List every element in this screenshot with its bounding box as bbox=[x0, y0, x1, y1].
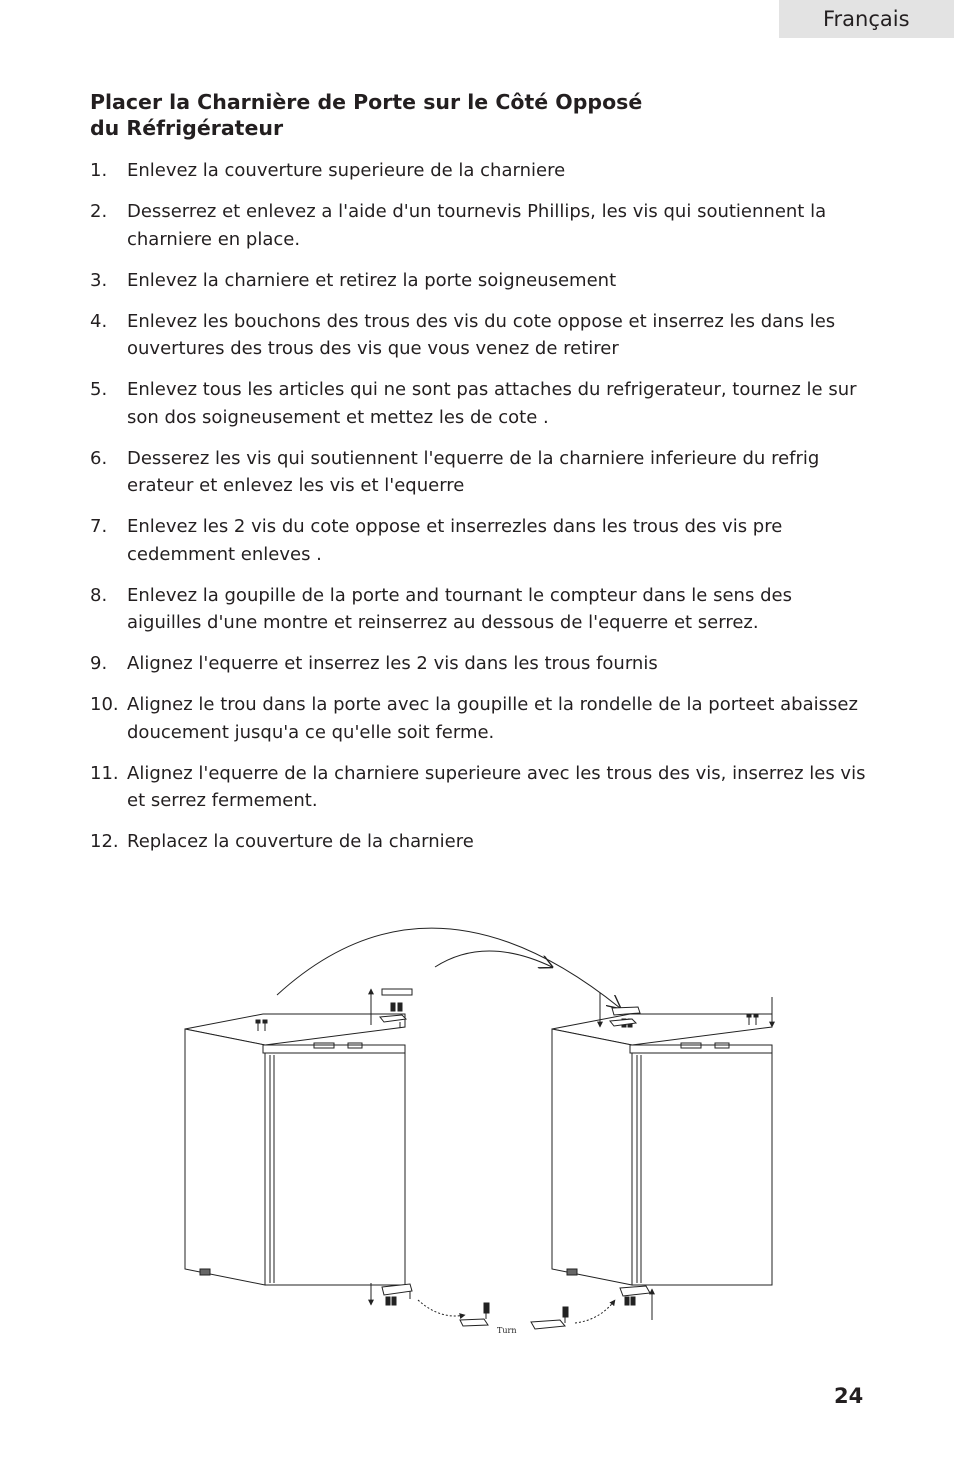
curved-arrow-right bbox=[575, 1300, 615, 1323]
fridge-right bbox=[552, 1014, 772, 1285]
transfer-arc-arrow bbox=[277, 928, 620, 1008]
step-number: 11. bbox=[90, 762, 119, 784]
step-text: Enlevez les bouchons des trous des vis du cote oppose et inserrez les dans les ouvertures des trous des vis que vous venez de retirer bbox=[127, 310, 836, 359]
step-10 bbox=[90, 691, 870, 746]
step-11 bbox=[90, 760, 870, 815]
step-text: Enlevez la couverture superieure de la charniere bbox=[127, 160, 566, 181]
step-number: 2. bbox=[90, 201, 108, 222]
turn-pin-left bbox=[460, 1303, 489, 1326]
step-9 bbox=[90, 650, 870, 678]
step-6 bbox=[90, 445, 870, 500]
turn-label: Turn bbox=[497, 1326, 517, 1335]
instruction-steps bbox=[90, 157, 870, 869]
section-heading bbox=[90, 89, 790, 141]
turn-pin-right bbox=[531, 1307, 568, 1329]
section-title-line2: du Réfrigérateur bbox=[90, 116, 284, 140]
step-5 bbox=[90, 376, 870, 431]
step-text: Enlevez tous les articles qui ne sont pas attaches du refrigerateur, tournez le sur son dos soigneusement et mettez les de cote . bbox=[127, 379, 857, 428]
step-3 bbox=[90, 267, 870, 295]
step-text: Alignez l'equerre de la charniere superieure avec les trous des vis, inserrez les vis et serrez fermement. bbox=[127, 762, 866, 811]
fridge-left bbox=[185, 1014, 405, 1285]
step-text: Enlevez les 2 vis du cote oppose et inserrezles dans les trous des vis pre cedemment enleves . bbox=[127, 516, 783, 565]
step-text: Desserez les vis qui soutiennent l'equerre de la charniere inferieure du refrig erateur et enlevez les vis et l'equerre bbox=[127, 447, 820, 496]
curved-arrow-left bbox=[418, 1300, 465, 1316]
step-text: Desserrez et enlevez a l'aide d'un tournevis Phillips, les vis qui soutiennent la charniere en place. bbox=[127, 201, 827, 250]
step-text: Enlevez la goupille de la porte and tournant le compteur dans le sens des aiguilles d'une montre et reinserrez au dessous de l'equerre et serrez. bbox=[127, 584, 792, 633]
step-text: Enlevez la charniere et retirez la porte soigneusement bbox=[127, 269, 617, 291]
step-4 bbox=[90, 308, 870, 363]
step-number: 9. bbox=[90, 653, 108, 674]
language-tab: Français bbox=[779, 0, 954, 38]
step-number: 6. bbox=[90, 447, 108, 469]
step-number: 5. bbox=[90, 379, 108, 400]
step-number: 3. bbox=[90, 269, 108, 291]
hinge-parts-right-bottom bbox=[620, 1286, 652, 1320]
page-number: 24 bbox=[834, 1384, 864, 1408]
step-number: 8. bbox=[90, 584, 108, 606]
step-7 bbox=[90, 513, 870, 568]
step-number: 1. bbox=[90, 160, 108, 181]
step-number: 7. bbox=[90, 516, 108, 537]
step-number: 12. bbox=[90, 831, 119, 852]
step-number: 4. bbox=[90, 310, 108, 332]
step-1 bbox=[90, 157, 870, 185]
hinge-parts-left-bottom bbox=[371, 1283, 412, 1305]
step-number: 10. bbox=[90, 694, 119, 715]
step-2 bbox=[90, 198, 870, 253]
step-text: Replacez la couverture de la charniere bbox=[127, 831, 474, 852]
step-8 bbox=[90, 582, 870, 637]
door-reversal-diagram bbox=[170, 905, 790, 1345]
step-text: Alignez l'equerre et inserrez les 2 vis dans les trous fournis bbox=[127, 653, 658, 674]
step-12 bbox=[90, 828, 870, 856]
step-text: Alignez le trou dans la porte avec la goupille et la rondelle de la porteet abaissez doucement jusqu'a ce qu'elle soit ferme. bbox=[127, 694, 858, 743]
section-title-line1: Placer la Charnière de Porte sur le Côté Opposé bbox=[90, 90, 643, 114]
